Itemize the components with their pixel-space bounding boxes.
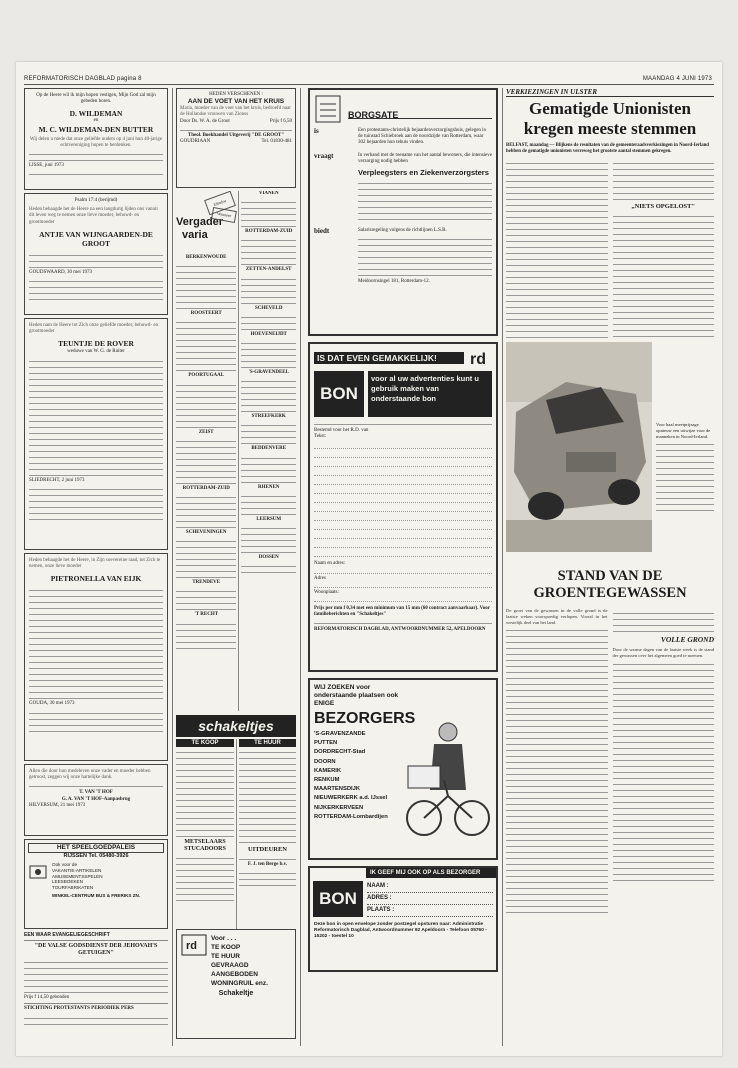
svg-text:rd: rd — [470, 351, 486, 368]
column-news — [506, 88, 714, 1048]
article-headline: GROENTEGEWASSEN — [533, 585, 687, 601]
notice-place: GOUDSWAARD, 30 mei 1973 — [29, 269, 93, 275]
ad-line: TOURFABRIKATEN — [52, 884, 94, 890]
service-town: POORTUGAAL — [188, 373, 225, 379]
ad-phone: Tel. 01830-481 — [261, 139, 292, 145]
schakeltjes-columns — [176, 739, 296, 929]
ad-label: biedt — [314, 227, 330, 236]
notice-conjunction: en — [93, 118, 99, 124]
form-field-label: Bestemd voor het R.D. van — [314, 428, 369, 433]
ad-label: vraagt — [314, 151, 334, 160]
borgsate-logo-icon — [314, 94, 342, 124]
ad-price: Prijs f 14,50 gebonden — [24, 995, 70, 1001]
name-field[interactable] — [314, 570, 492, 574]
ad-body: Maria, moeder van de voet van het kruis, bedroefd naar de Hollandse vrouwen van Zionss — [180, 106, 291, 118]
bon-headline: IS DAT EVEN GEMAKKELIJK! — [314, 352, 464, 364]
ad-contact: Meidoornsingel 181, Rotterdam-12. — [358, 279, 430, 285]
logo-word: Vergader — [176, 216, 224, 228]
form-line: WONINGRUIL enz. — [211, 980, 268, 987]
service-town: 'T RECHT — [194, 612, 219, 618]
logo-tag: Wanneer — [211, 207, 237, 223]
notice-body: Heden nam de Heere tot Zich onze geliefde moeder, behuwd- en grootmoeder — [29, 323, 159, 335]
page-header-left: REFORMATORISCH DAGBLAD pagina 8 — [24, 76, 142, 82]
article-text: De groei van de gewassen in de volle grond is de laatste weken voorspoedig verlopen. Vooral in het westelijk deel van het land. — [506, 608, 608, 625]
notice-name: D. WILDEMAN — [69, 109, 123, 119]
city-field[interactable]: PLAATS : — [367, 905, 493, 917]
delivery-boy-bicycle-icon — [404, 710, 492, 840]
form-line: GEVRAAGD — [211, 962, 249, 969]
ad-bezorgers — [308, 678, 498, 860]
bon-text-lines[interactable] — [314, 442, 492, 557]
ad-publisher: Theol. Boekhandel Uitgeverij "DE GROOT" — [187, 132, 285, 138]
car-photo-image — [506, 342, 652, 552]
notice-name: M. C. WILDEMAN-DEN BUTTER — [38, 124, 154, 134]
ad-title: AAN DE VOET VAN HET KRUIS — [187, 98, 285, 106]
article-subhead: VOLLE GROND — [660, 635, 714, 644]
place-item: ROTTERDAM-Lombardijen — [314, 813, 388, 820]
address-field[interactable] — [314, 584, 492, 588]
service-town: ROOSTEERT — [190, 311, 222, 317]
logo-tag: Elimfoa — [204, 191, 236, 215]
rd-logo-icon — [181, 934, 207, 956]
ad-title: BEZORGERS — [314, 710, 416, 727]
notice-name: TEUNTJE DE ROVER — [58, 339, 134, 349]
ad-book-voet-van-het-kruis — [176, 88, 296, 188]
notice-place: SLIEDRECHT, 2 juni 1973 — [29, 477, 85, 483]
ad-borgsate — [308, 88, 498, 336]
service-town: ROTTERDAM-ZUID — [245, 229, 293, 235]
header-rule — [24, 84, 714, 85]
ad-speelgoedpaleis — [24, 839, 168, 929]
ad-body: In verband met de toename van het aantal bewoners, die intensieve verzorging nodig hebben — [358, 152, 492, 164]
bon-headline: IK GEEF MIJ OOK OP ALS BEZORGER — [366, 868, 496, 878]
form-field-label: Woonplaats: — [314, 589, 339, 595]
ad-author: Door Ds. W. A. de Groot — [180, 118, 230, 124]
article-body-columns — [506, 158, 714, 338]
article-headline: STAND VAN DE — [557, 568, 663, 584]
notice-name: T. VAN 'T HOF — [79, 790, 113, 796]
notice-body: Wij delen u mede dat onze geliefde ouders op 4 juni hun 40-jarige echtvereniging hopen te herdenken. — [29, 136, 163, 148]
article-body-columns — [506, 608, 714, 938]
service-town: BEDDENVERE — [251, 446, 287, 452]
article-lead: BELFAST, maandag — Blijkens de resultaten van de gemeenteraadsverkiezingen in Noord-Ierland hebben de gematigde unionisten verreweg het grootste aantal stemmen gekregen. — [506, 143, 709, 154]
ad-title: BORGSATE — [348, 112, 492, 119]
page-header-right: MAANDAG 4 JUNI 1973 — [642, 76, 712, 82]
ad-line: Ook voor de — [52, 862, 78, 868]
ad-title: HET SPEELGOEDPALEIS — [28, 843, 164, 853]
toy-icon — [28, 862, 48, 882]
schakeltjes-banner — [176, 715, 296, 737]
service-town: BERKENWOUDE — [185, 255, 227, 260]
notice-intro: Op de Heere wil ik mijn hopen vestigen, Mijn God zal mijn gebeden horen. — [36, 93, 156, 105]
ad-rd-schakeltje-form — [176, 929, 296, 1039]
schakeltjes-te-huur — [237, 739, 296, 929]
column-divider — [172, 88, 173, 1046]
notice-name: PIETRONELLA VAN EIJK — [50, 574, 142, 584]
notice-name: G. A. VAN 'T HOF-Aanpasbrug — [61, 796, 131, 802]
bon-logo: BON — [314, 371, 364, 417]
notice-body: Heden behaagde het de Heere na een langdurig lijden ons vanuit dit leven weg te nemen onze lieve moeder, behuwd- en grootmoeder — [29, 207, 158, 225]
svg-text:rd: rd — [186, 940, 197, 952]
place-item: NIJKERKERVEEN — [314, 804, 364, 811]
ad-label: is — [314, 127, 319, 135]
notice-name: ANTJE VAN WIJNGAARDEN-DE GROOT — [39, 229, 153, 248]
article-subhead: „NIETS OPGELOST" — [631, 203, 696, 210]
service-town: VIANEN — [258, 191, 279, 196]
rubric-title: TE HUUR — [239, 739, 296, 747]
service-town: 'S-GRAVENDEEL — [248, 370, 289, 376]
form-footer: Schakeltje — [218, 990, 254, 997]
bon-address: REFORMATORISCH DAGBLAD, ANTWOORDNUMMER 52, APELDOORN — [314, 627, 486, 633]
service-town: ZETTEN-ANDELST — [245, 267, 292, 273]
article-text: Door de warme dagen van de laatste week is de stand der gewassen over het algemeen goed te noemen. — [612, 647, 714, 658]
service-town: RHENEN — [258, 484, 280, 490]
ad-line: VAKANTIE-ARTIKELEN — [52, 868, 102, 873]
service-town: DOSSEN — [258, 555, 279, 561]
notice-body: Heden behaagde het de Heere, in Zijn soevereine raad, tot Zich te nemen, onze lieve moeder — [29, 558, 161, 570]
place-item: 'S-GRAVENZANDE — [314, 731, 366, 737]
ad-kicker: EEN WAAR EVANGELIEGESCHRIFT — [24, 932, 110, 938]
place-item: DOORN — [314, 758, 336, 765]
services-left — [176, 191, 239, 711]
ad-city: GOUDRIAAN — [180, 139, 211, 145]
bon-footer: Deze bon in open envelope zonder postzegel opsturen naar: Administratie Reformatorisch Dagblad, Antwoordnummer 92 Apeldoorn - Telefoon 05760 - 15202 - toestel 10 — [314, 922, 487, 940]
bon-logo: BON — [313, 881, 363, 917]
bon-price-note: Prijs per mm f 0,34 met een minimum van 15 mm (60 contract aanvaarbaar). Voor familieberichten en "Schakeltjes" — [314, 606, 490, 618]
column-church-services — [176, 88, 296, 1048]
ad-footer: WINKEL-CENTRUM BUS & FRERIKS ZN. — [51, 893, 141, 899]
ad-kicker: HEDEN VERSCHENEN : — [209, 92, 263, 97]
notice-intro: Psalm 17:4 (berijmd) — [74, 198, 118, 203]
place-item: MAARTENSDIJK — [314, 786, 361, 793]
ad-title: METSELAARS STUCADOORS — [184, 839, 226, 852]
notice-subtitle: weduwe van W. G. de Ruiter — [67, 349, 125, 355]
bon-slogan: voor al uw advertenties kunt u gebruik maken van onderstaande bon — [368, 371, 492, 417]
form-line: TE HUUR — [211, 953, 240, 960]
service-town: SCHEVENINGEN — [185, 530, 227, 536]
ad-vacancy: Verpleegsters en Ziekenverzorgsters — [358, 168, 489, 178]
logo-word: varia — [182, 229, 208, 241]
schakeltjes-te-koop — [176, 739, 237, 929]
ad-phone: RIJSSEN Tel. 05480-3926 — [63, 853, 129, 860]
service-town: LEERSUM — [256, 516, 282, 522]
form-field-label: Tekst: — [314, 434, 327, 440]
notice-wildeman — [24, 88, 168, 190]
column-divider — [502, 88, 503, 1046]
notice-place: HILVERSUM, 21 mei 1973 — [29, 802, 86, 808]
service-town: HOEVENEIJDT — [250, 331, 287, 337]
ad-body: Salarisregeling volgens de richtlijnen L.S.B. — [358, 228, 447, 234]
newspaper-page — [16, 62, 722, 1056]
service-town: SCHEVELD — [254, 305, 283, 311]
place-item: DORDRECHT-Stad — [314, 749, 366, 756]
place-item: KAMERIK — [314, 767, 342, 774]
ad-bon-bezorger — [308, 866, 498, 972]
article-headline: Gematigde Unionisten — [529, 99, 691, 118]
notice-place: LISSE, juni 1973 — [29, 163, 64, 169]
service-town: STREEFKERK — [251, 414, 286, 420]
notice-rover — [24, 318, 168, 550]
place-item: PUTTEN — [314, 740, 338, 747]
photo-block — [506, 342, 714, 552]
notice-body: Allen die door hun medeleven onze vader en moeder hebben getroost, zeggen wij onze hartelijke dank. — [29, 769, 151, 781]
rd-logo-icon — [468, 348, 492, 368]
place-item: NIEUWERKERK a.d. IJssel — [314, 795, 388, 802]
notice-place: GOUDA, 30 mei 1973 — [29, 701, 75, 707]
ad-footer: STICHTING PROTESTANTS PERIODIEK PERS — [24, 1006, 134, 1012]
notice-thof — [24, 764, 168, 836]
form-line: TE KOOP — [211, 944, 241, 951]
name-field[interactable]: NAAM : — [367, 881, 493, 893]
ad-price: Prijs f 6,50 — [269, 118, 292, 124]
column-family-notices — [24, 88, 168, 1048]
ad-firm: F. J. ten Berge b.v. — [247, 862, 288, 867]
ad-line: LEESBOEKEN — [52, 879, 83, 885]
notice-vaneijk — [24, 553, 168, 761]
article-kicker: VERKIEZINGEN IN ULSTER — [506, 88, 714, 97]
ad-jehovah-book — [24, 932, 168, 1042]
column-advertisements — [308, 88, 498, 1048]
form-line: Voor . . . — [211, 935, 237, 942]
address-field[interactable]: ADRES : — [367, 893, 493, 905]
notice-wijngaarden — [24, 193, 168, 315]
vergader-varia-logo — [176, 191, 236, 253]
photo-caption: Voor haaf meetprijzage opnieuw een uitwijze voor de manneken in Noord-Ierland. — [656, 422, 711, 439]
ad-title: UITDEUREN — [247, 846, 287, 853]
column-divider — [300, 88, 301, 1046]
ad-bon-form — [308, 342, 498, 672]
place-item: RENKUM — [314, 777, 340, 784]
service-town: ROTTERDAM-ZUID — [182, 485, 230, 491]
service-town: TRENDEVE — [192, 580, 221, 586]
ad-kicker: WIJ ZOEKEN voor onderstaande plaatsen ook ENIGE — [314, 684, 399, 707]
photo-caption-col — [656, 342, 714, 552]
rubric-title: TE KOOP — [176, 739, 234, 747]
schakeltjes-title: schakeltjes — [198, 718, 274, 734]
form-line: AANGEBODEN — [211, 971, 258, 978]
city-field[interactable] — [314, 598, 492, 602]
service-town: ZEIST — [198, 429, 214, 435]
services-listing — [176, 191, 296, 711]
ad-title: "DE VALSE GODSDIENST DER JEHOVAH'S GETUIGEN" — [34, 943, 158, 957]
ad-body: Een protestants-christelijk bejaardenverzorgingshuis, gelegen in de tuinstad Schiebroek aan de noordzijde van Rotterdam, waar 302 bejaarden hun tehuis vinden. — [358, 128, 487, 146]
form-field-label: Naam en adres: — [314, 561, 346, 567]
ad-line: AMUSEMENTSSPELEN — [52, 873, 103, 879]
form-field-label: Adres — [314, 575, 326, 581]
services-right — [239, 191, 296, 711]
article-headline: kregen meeste stemmen — [523, 119, 697, 138]
